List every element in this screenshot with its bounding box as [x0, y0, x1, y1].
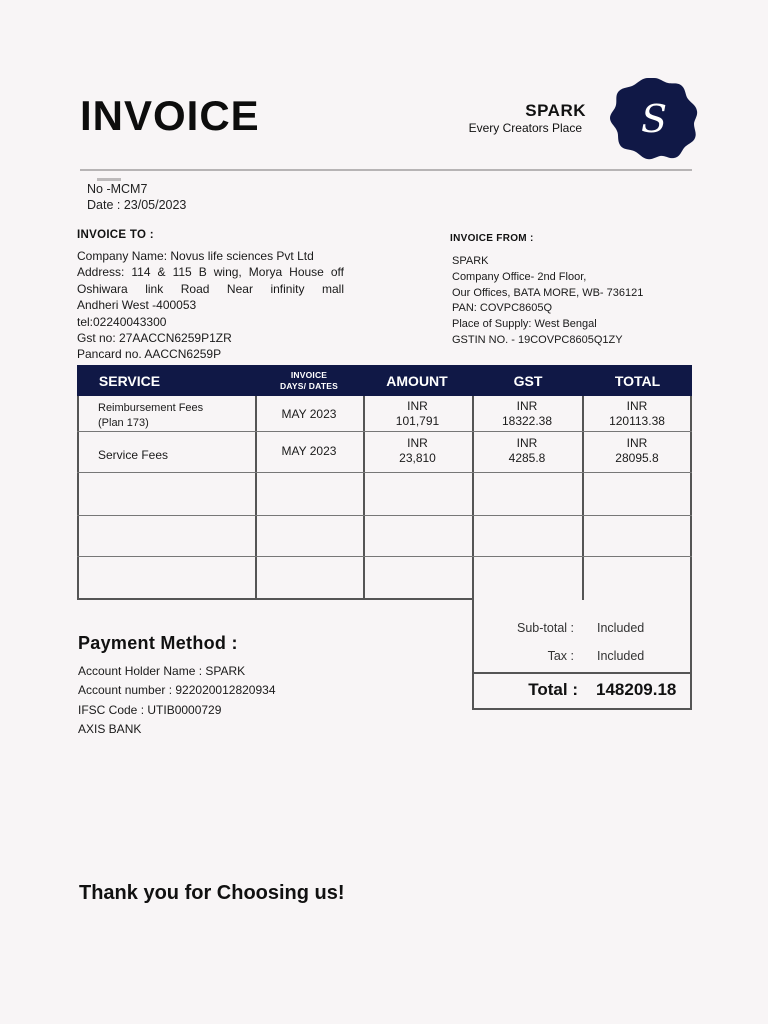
small-divider: [97, 178, 121, 181]
invoice-to-line: Gst no: 27AACCN6259P1ZR: [77, 331, 232, 346]
services-table: [77, 396, 692, 600]
logo-monogram: S: [640, 97, 668, 141]
invoice-to-line: Address: 114 & 115 B wing, Morya House off: [77, 265, 344, 280]
invoice-from-line: Our Offices, BATA MORE, WB- 736121: [452, 286, 644, 299]
invoice-from-line: GSTIN NO. - 19COVPC8605Q1ZY: [452, 333, 623, 346]
table-row-2-total: [582, 436, 692, 466]
brand-name: SPARK: [525, 101, 586, 120]
total-value: 28095.8: [615, 451, 659, 465]
table-row-2-gst: [472, 436, 582, 466]
invoice-from-line: Company Office- 2nd Floor,: [452, 270, 587, 283]
table-bottom-border: [77, 598, 474, 600]
invoice-date: Date : 23/05/2023: [87, 198, 187, 212]
table-row-2-date: MAY 2023: [281, 444, 337, 458]
table-row-1-amount: [363, 399, 472, 429]
table-border: [77, 396, 79, 600]
total-value: 120113.38: [609, 414, 665, 428]
invoice-to-block: [77, 248, 344, 363]
currency: INR: [626, 436, 648, 450]
amount-value: 23,810: [399, 451, 436, 465]
invoice-from-line: Place of Supply: West Bengal: [452, 318, 597, 331]
tax-label: Tax :: [547, 649, 574, 663]
currency: INR: [626, 399, 648, 413]
totals-border: [690, 600, 692, 710]
table-row-1-date: MAY 2023: [281, 407, 337, 421]
col-header-service: SERVICE: [98, 372, 161, 389]
col-header-gst: GST: [513, 372, 543, 389]
table-row-2-service: Service Fees: [98, 448, 169, 462]
invoice-from-line: PAN: COVPC8605Q: [452, 302, 553, 315]
payment-details: [78, 662, 276, 739]
tax-value: Included: [597, 649, 645, 663]
header-divider: [80, 169, 692, 171]
gst-value: 18322.38: [501, 414, 553, 428]
totals-box: [472, 600, 692, 710]
thank-you-message: Thank you for Choosing us!: [79, 882, 345, 904]
service-plan: (Plan 173): [98, 417, 149, 429]
col-header-amount: AMOUNT: [386, 372, 448, 389]
payment-line: Account number : 922020012820934: [78, 683, 276, 698]
totals-border: [472, 708, 692, 710]
col-header-dates-line1: INVOICE: [290, 369, 328, 380]
grand-total-label: Total :: [528, 680, 578, 699]
spark-logo-badge: [608, 76, 700, 160]
table-header: [77, 365, 692, 396]
currency: INR: [516, 399, 538, 413]
invoice-from-line: SPARK: [452, 255, 489, 267]
payment-line: IFSC Code : UTIB0000729: [78, 702, 222, 717]
row-divider: [77, 515, 692, 516]
grand-total-value: 148209.18: [596, 680, 677, 699]
amount-value: 101,791: [395, 414, 440, 428]
invoice-to-line: Oshiwara link Road Near infinity mall: [77, 281, 344, 296]
table-border: [255, 396, 257, 600]
payment-method-title: Payment Method :: [78, 633, 238, 653]
invoice-title: INVOICE: [80, 92, 260, 139]
currency: INR: [407, 399, 428, 413]
payment-line: Account Holder Name : SPARK: [78, 664, 246, 678]
table-row-2-amount: [363, 436, 472, 466]
invoice-from-label: INVOICE FROM :: [450, 233, 534, 244]
invoice-to-line: Company Name: Novus life sciences Pvt Ltd: [77, 249, 314, 263]
table-row-1-total: [582, 399, 692, 429]
col-header-dates: [255, 365, 363, 396]
table-row-1-gst: [472, 399, 582, 429]
invoice-number: No -MCM7: [87, 182, 148, 196]
row-divider: [77, 431, 692, 432]
subtotal-value: Included: [597, 621, 645, 635]
totals-divider: [472, 672, 692, 674]
invoice-to-line: Andheri West -400053: [77, 298, 197, 313]
subtotal-label: Sub-total :: [517, 621, 574, 635]
invoice-from-block: [452, 254, 692, 349]
service-name: Reimbursement Fees: [98, 402, 204, 414]
brand-tagline: Every Creators Place: [468, 121, 582, 135]
invoice-to-label: INVOICE TO :: [77, 229, 154, 241]
invoice-to-line: tel:02240043300: [77, 314, 167, 329]
invoice-to-line: Pancard no. AACCN6259P: [77, 347, 222, 362]
currency: INR: [516, 436, 538, 450]
row-divider: [77, 472, 692, 473]
payment-line: AXIS BANK: [78, 721, 142, 736]
table-row-1-service: [98, 401, 203, 431]
gst-value: 4285.8: [508, 451, 546, 465]
col-header-total: TOTAL: [614, 372, 661, 389]
row-divider: [77, 556, 692, 557]
col-header-dates-line2: DAYS/ DATES: [280, 380, 338, 391]
currency: INR: [407, 436, 428, 450]
